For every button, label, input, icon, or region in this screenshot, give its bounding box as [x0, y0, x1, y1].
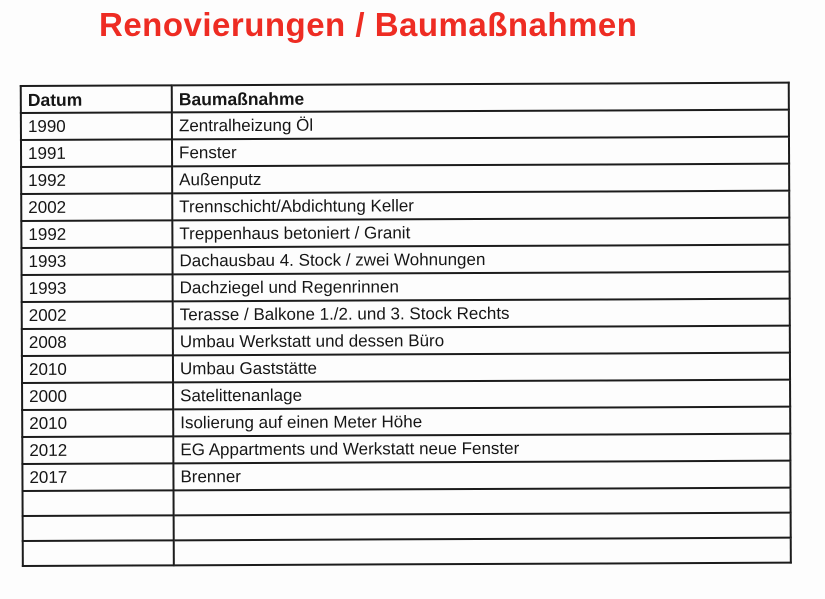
table-header-row: [21, 83, 789, 113]
table-row: [23, 488, 791, 516]
renovations-table: [20, 82, 792, 567]
table-row: [21, 191, 789, 221]
baumassnahme-cell: Treppenhaus betoniert / Granit: [172, 218, 789, 248]
table-row: [22, 326, 790, 356]
baumassnahme-cell: EG Appartments und Werkstatt neue Fenster: [173, 434, 790, 464]
table-row: [22, 434, 790, 464]
datum-cell: [23, 515, 174, 541]
table-row: [21, 137, 789, 167]
page-title: Renovierungen / Baumaßnahmen: [99, 6, 638, 43]
baumassnahme-cell: [174, 538, 791, 566]
datum-cell: 2017: [22, 463, 173, 491]
datum-cell: [23, 490, 174, 516]
table-body: [21, 110, 791, 566]
table-row: [23, 538, 791, 566]
datum-cell: 2012: [22, 436, 173, 464]
table-row: [21, 218, 789, 248]
table-row: [21, 164, 789, 194]
table-row: [22, 299, 790, 329]
table-row: [21, 245, 789, 275]
table-row: [23, 513, 791, 541]
datum-cell: 1991: [21, 139, 172, 167]
datum-cell: 2008: [22, 328, 173, 356]
datum-cell: 1992: [21, 166, 172, 194]
datum-cell: 1993: [21, 247, 172, 275]
column-header-datum: Datum: [21, 85, 172, 113]
baumassnahme-cell: Außenputz: [172, 164, 789, 194]
baumassnahme-cell: Zentralheizung Öl: [172, 110, 789, 140]
datum-cell: [23, 540, 174, 566]
datum-cell: 1992: [21, 220, 172, 248]
datum-cell: 2010: [22, 409, 173, 437]
baumassnahme-cell: Satelittenanlage: [173, 380, 790, 410]
baumassnahme-cell: Isolierung auf einen Meter Höhe: [173, 407, 790, 437]
datum-cell: 2000: [22, 382, 173, 410]
baumassnahme-cell: Trennschicht/Abdichtung Keller: [172, 191, 789, 221]
table-row: [22, 272, 790, 302]
baumassnahme-cell: [174, 513, 791, 541]
table-row: [22, 407, 790, 437]
renovations-table-container: [20, 82, 792, 567]
datum-cell: 1993: [22, 274, 173, 302]
baumassnahme-cell: Terasse / Balkone 1./2. und 3. Stock Rechts: [173, 299, 790, 329]
baumassnahme-cell: Fenster: [172, 137, 789, 167]
baumassnahme-cell: [174, 488, 791, 516]
table-row: [22, 461, 790, 491]
baumassnahme-cell: Umbau Gaststätte: [173, 353, 790, 383]
table-row: [22, 380, 790, 410]
table-row: [21, 110, 789, 140]
baumassnahme-cell: Brenner: [173, 461, 790, 491]
baumassnahme-cell: Dachausbau 4. Stock / zwei Wohnungen: [172, 245, 789, 275]
baumassnahme-cell: Umbau Werkstatt und dessen Büro: [173, 326, 790, 356]
baumassnahme-cell: Dachziegel und Regenrinnen: [173, 272, 790, 302]
column-header-baumassnahme: Baumaßnahme: [172, 83, 789, 113]
datum-cell: 2010: [22, 355, 173, 383]
datum-cell: 2002: [21, 193, 172, 221]
datum-cell: 2002: [22, 301, 173, 329]
datum-cell: 1990: [21, 112, 172, 140]
table-row: [22, 353, 790, 383]
